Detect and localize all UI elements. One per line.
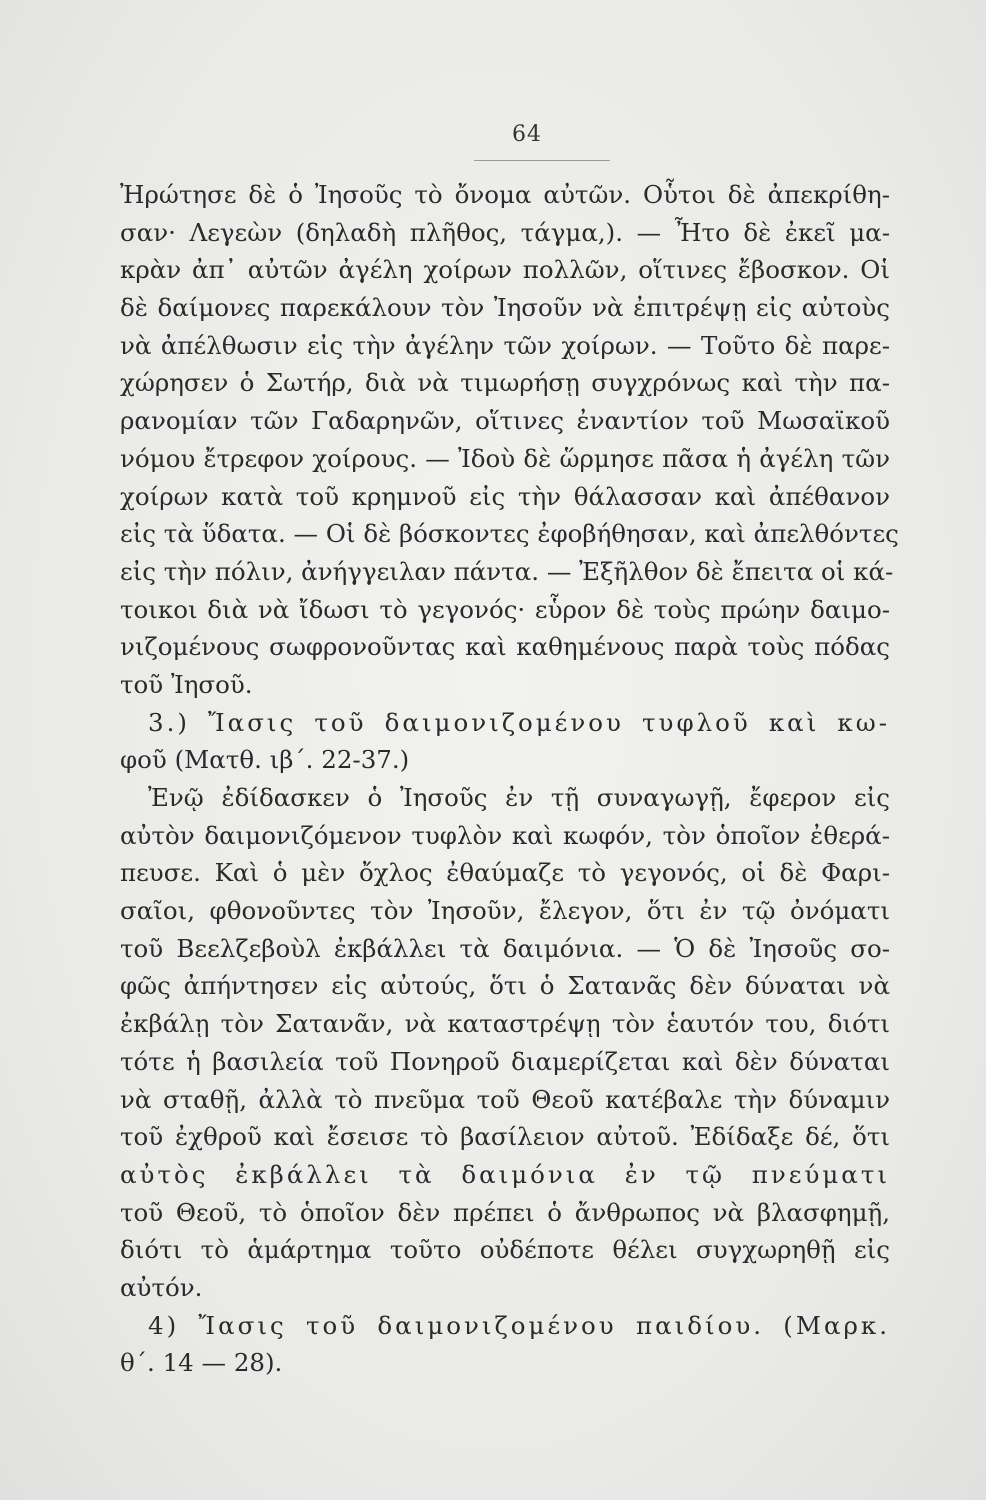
- text-line-2: σαν· Λεγεὼν (δηλαδὴ πλῆθος, τάγμα,). — Ἦτο δὲ ἐκεῖ μα-: [120, 217, 890, 247]
- text-line-19: πευσε. Καὶ ὁ μὲν ὄχλος ἐθαύμαζε τὸ γεγονός, οἱ δὲ Φαρι-: [120, 858, 890, 888]
- text-line-30: αὐτόν.: [120, 1272, 203, 1302]
- text-line-7: ρανομίαν τῶν Γαδαρηνῶν, οἵτινες ἐναντίον τοῦ Μωσαϊκοῦ: [120, 406, 890, 436]
- text-line-20: σαῖοι, φθονοῦντες τὸν Ἰησοῦν, ἔλεγον, ὅτι ἐν τῷ ὀνόματι: [120, 896, 890, 926]
- text-line-1: Ἠρώτησε δὲ ὁ Ἰησοῦς τὸ ὄνομα αὐτῶν. Οὗτοι δὲ ἀπεκρίθη-: [120, 180, 890, 209]
- text-line-17: Ἐνῷ ἐδίδασκεν ὁ Ἰησοῦς ἐν τῇ συναγωγῇ, ἔφερον εἰς: [148, 783, 890, 812]
- text-line-13: νιζομένους σωφρονοῦντας καὶ καθημένους παρὰ τοὺς πόδας: [120, 632, 890, 662]
- text-line-29: διότι τὸ ἁμάρτημα τοῦτο οὐδέποτε θέλει συγχωρηθῇ εἰς: [120, 1235, 890, 1265]
- text-line-10: εἰς τὰ ὕδατα. — Οἱ δὲ βόσκοντες ἐφοβήθησαν, καὶ ἀπελθόντες: [120, 519, 899, 549]
- text-line-8: νόμου ἔτρεφον χοίρους. — Ἰδοὺ δὲ ὥρμησε πᾶσα ἡ ἀγέλη τῶν: [120, 443, 890, 473]
- section-heading-3-ref: φοῦ (Ματθ. ιβ΄. 22-37.): [120, 745, 410, 775]
- text-line-9: χοίρων κατὰ τοῦ κρημνοῦ εἰς τὴν θάλασσαν καὶ ἀπέθανον: [120, 481, 890, 511]
- text-line-4: δὲ δαίμονες παρεκάλουν τὸν Ἰησοῦν νὰ ἐπιτρέψῃ εἰς αὐτοὺς: [120, 293, 890, 323]
- text-line-18: αὐτὸν δαιμονιζόμενον τυφλὸν καὶ κωφόν, τὸν ὁποῖον ἐθερά-: [120, 820, 890, 850]
- text-line-11: εἰς τὴν πόλιν, ἀνήγγειλαν πάντα. — Ἐξῆλθον δὲ ἔπειτα οἱ κά-: [120, 556, 894, 586]
- text-line-5: νὰ ἀπέλθωσιν εἰς τὴν ἀγέλην τῶν χοίρων. — Τοῦτο δὲ παρε-: [120, 330, 890, 360]
- text-line-24: τότε ἡ βασιλεία τοῦ Πονηροῦ διαμερίζεται καὶ δὲν δύναται: [120, 1046, 890, 1076]
- text-line-22: φῶς ἀπήντησεν εἰς αὐτούς, ὅτι ὁ Σατανᾶς δὲν δύναται νὰ: [120, 971, 890, 1001]
- page-number-rule: [474, 160, 610, 161]
- text-line-14: τοῦ Ἰησοῦ.: [120, 669, 253, 699]
- section-heading-4: 4) Ἴασις τοῦ δαιμονιζομένου παιδίου. (Μαρκ.: [148, 1310, 890, 1340]
- body-text: [120, 176, 899, 1382]
- text-line-26: τοῦ ἐχθροῦ καὶ ἔσεισε τὸ βασίλειον αὐτοῦ. Ἐδίδαξε δέ, ὅτι: [120, 1122, 890, 1152]
- page-number: 64: [512, 122, 542, 147]
- text-line-25: νὰ σταθῇ, ἀλλὰ τὸ πνεῦμα τοῦ Θεοῦ κατέβαλε τὴν δύναμιν: [120, 1084, 890, 1114]
- text-line-12: τοικοι διὰ νὰ ἴδωσι τὸ γεγονός· εὗρον δὲ τοὺς πρώην δαιμο-: [120, 594, 890, 624]
- text-line-27: αὐτὸς ἐκβάλλει τὰ δαιμόνια ἐν τῷ πνεύματι: [120, 1159, 890, 1189]
- text-line-28: τοῦ Θεοῦ, τὸ ὁποῖον δὲν πρέπει ὁ ἄνθρωπος νὰ βλασφημῇ,: [120, 1197, 890, 1227]
- text-line-6: χώρησεν ὁ Σωτήρ, διὰ νὰ τιμωρήσῃ συγχρόνως καὶ τὴν πα-: [120, 368, 890, 398]
- text-line-23: ἐκβάλῃ τὸν Σατανᾶν, νὰ καταστρέψῃ τὸν ἑαυτόν του, διότι: [120, 1009, 890, 1039]
- text-line-21: τοῦ Βεελζεβοὺλ ἐκβάλλει τὰ δαιμόνια. — Ὁ δὲ Ἰησοῦς σο-: [120, 933, 890, 963]
- text-line-3: κρὰν ἀπ᾽ αὐτῶν ἀγέλη χοίρων πολλῶν, οἵτινες ἔβοσκον. Οἱ: [120, 255, 890, 285]
- section-heading-4-ref: θ΄. 14 — 28).: [120, 1348, 283, 1378]
- section-heading-3: 3.) Ἴασις τοῦ δαιμονιζομένου τυφλοῦ καὶ κω-: [148, 707, 890, 737]
